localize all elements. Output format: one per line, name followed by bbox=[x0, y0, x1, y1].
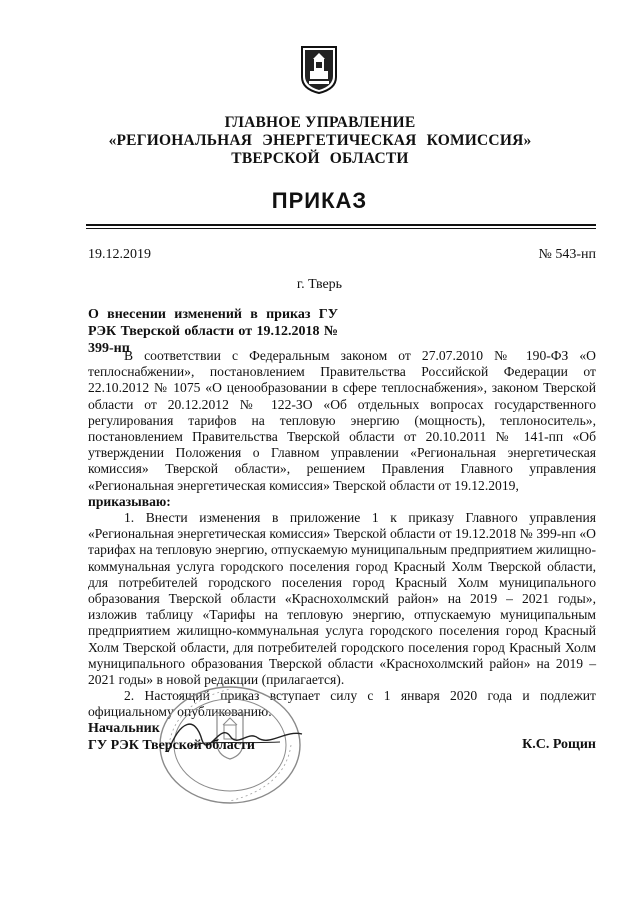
order-item-2: 2. Настоящий приказ вступает силу с 1 января 2020 года и подлежит официальному опубликованию. bbox=[88, 688, 596, 720]
signatory-title-line-1: Начальник bbox=[88, 721, 160, 736]
preamble-paragraph: В соответствии с Федеральным законом от 27.07.2010 № 190-ФЗ «О теплоснабжении», постановлением Правительства Российской Федерации от 22.10.2012 № 1075 «О ценообразовании в сфере теплоснабжения», законом Тверской области от 20.12.2012 № 122-ЗО «Об отдельных вопросах государственного регулирования тарифов на тепловую энергию (мощность), теплоноситель», постановлением Правительства Тверской области от 20.10.2011 № 141-пп «Об утверждении Положения о Главном управлении «Региональная энергетическая комиссия» Тверской области», решением Правления Главного управления «Региональная энергетическая комиссия» Тверской области от 19.12.2019, bbox=[88, 348, 596, 493]
document-number: № 543-нп bbox=[538, 247, 596, 262]
agency-name-line-2: «РЕГИОНАЛЬНАЯ ЭНЕРГЕТИЧЕСКАЯ КОМИССИЯ» bbox=[108, 132, 532, 149]
agency-name-line-3: ТВЕРСКОЙ ОБЛАСТИ bbox=[231, 150, 409, 167]
document-date: 19.12.2019 bbox=[88, 247, 151, 262]
header-rule-thin bbox=[86, 228, 596, 229]
header-rule-thick bbox=[86, 224, 596, 226]
tver-coat-of-arms-icon bbox=[300, 45, 338, 95]
document-city: г. Тверь bbox=[296, 277, 343, 292]
signatory-name: К.С. Рощин bbox=[522, 737, 596, 752]
order-item-1: 1. Внести изменения в приложение 1 к приказу Главного управления «Региональная энергетическая комиссия» Тверской области от 19.12.2018 № 399-нп «О тарифах на тепловую энергию, отпускаемую муниципальным предприятием жилищно-коммунальная услуга городского поселения город Красный Холм Тверской области, для потребителей городского поселения город Красный Холм муниципального образования Тверской области «Краснохолмский район» на 2019 – 2021 годы», изложив таблицу «Тарифы на тепловую энергию, отпускаемую муниципальным предприятием жилищно-коммунальная услуга городского поселения город Красный Холм Тверской области, для потребителей городского поселения город Красный Холм муниципального образования Тверской области «Краснохолмский район» на 2019 – 2021 годы» в новой редакции (прилагается). bbox=[88, 510, 596, 688]
agency-name-line-1: ГЛАВНОЕ УПРАВЛЕНИЕ bbox=[224, 114, 416, 131]
signatory-title-line-2: ГУ РЭК Тверской области bbox=[88, 738, 255, 753]
document-type-title: ПРИКАЗ bbox=[271, 188, 368, 213]
document-subject: О внесении изменений в приказ ГУ РЭК Тверской области от 19.12.2018 № 399-нп bbox=[88, 307, 338, 356]
order-word: приказываю: bbox=[88, 493, 171, 509]
signatory-title bbox=[88, 720, 255, 754]
document-body bbox=[88, 348, 596, 721]
